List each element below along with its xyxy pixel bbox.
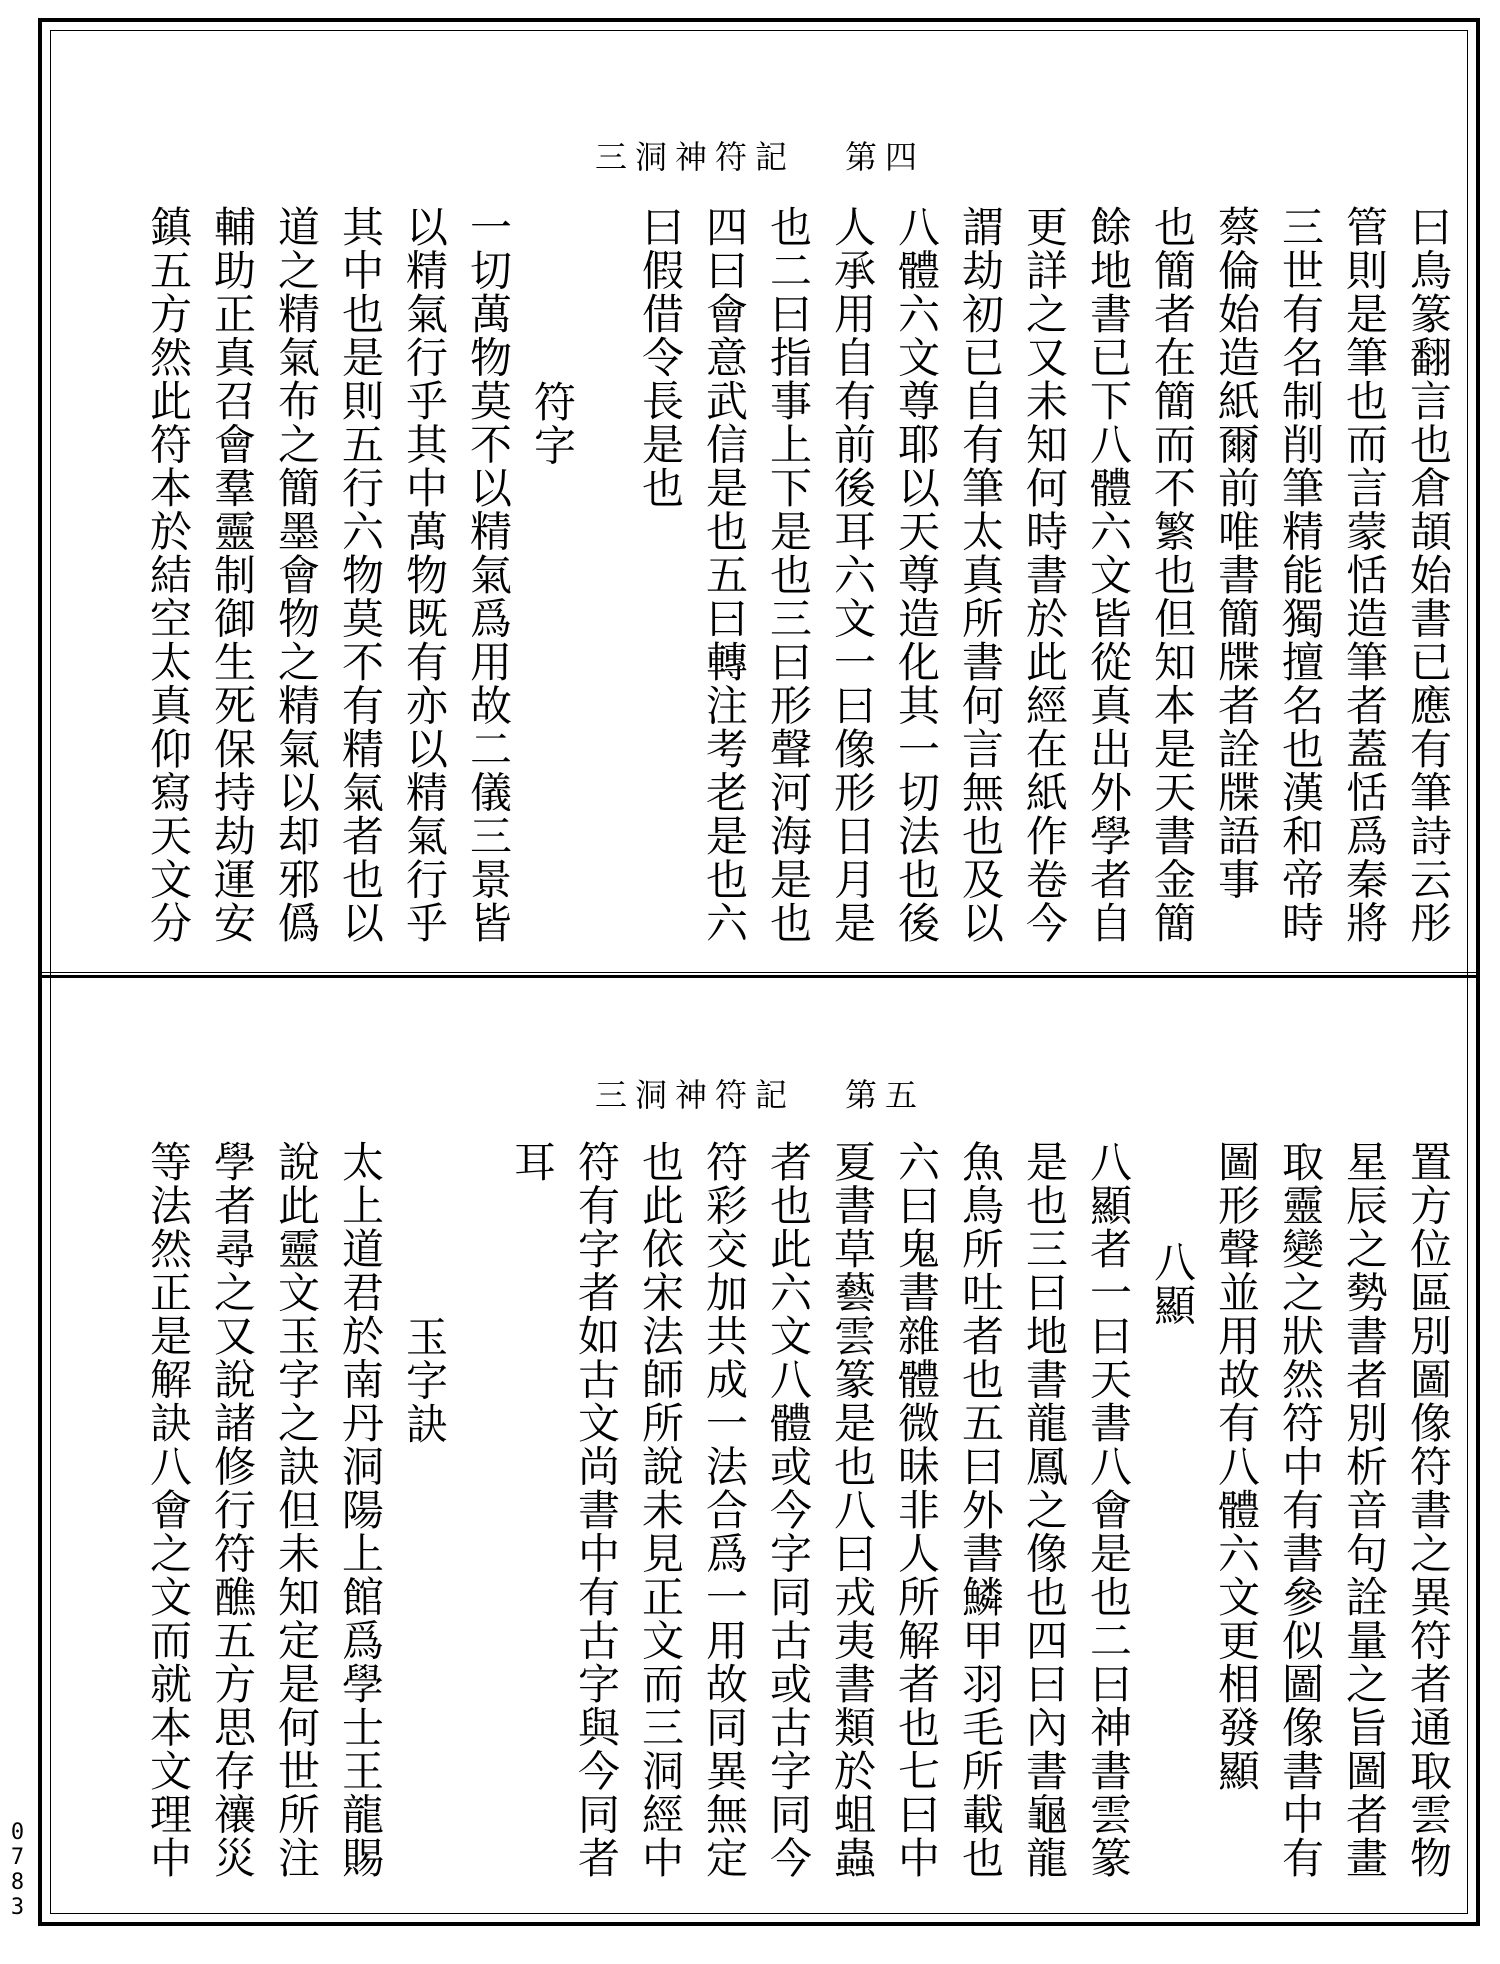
text-column: 六曰鬼書雜體微昧非人所解者也七曰中 — [892, 1140, 941, 1880]
text-column: 八顯者一曰天書八會是也二曰神書雲篆 — [1084, 1140, 1133, 1880]
text-column: 其中也是則五行六物莫不有精氣者也以 — [336, 205, 385, 945]
text-column: 也二曰指事上下是也三曰形聲河海是也 — [764, 205, 813, 945]
text-column: 管則是筆也而言蒙恬造筆者蓋恬爲秦將 — [1340, 205, 1389, 945]
text-column: 更詳之又未知何時書於此經在紙作卷今 — [1020, 205, 1069, 945]
text-column: 學者尋之又說諸修行符醮五方思存禳災 — [208, 1140, 257, 1880]
text-column: 三世有名制削筆精能獨擅名也漢和帝時 — [1276, 205, 1325, 945]
text-column: 符彩交加共成一法合爲一用故同異無定 — [700, 1140, 749, 1880]
bottom-header-title: 三洞神符記 — [594, 1076, 795, 1114]
text-column: 太上道君於南丹洞陽上館爲學士王龍賜 — [336, 1140, 385, 1880]
section-heading: 玉字訣 — [400, 1315, 449, 1446]
text-column: 謂劫初已自有筆太真所書何言無也及以 — [956, 205, 1005, 945]
panel-divider — [38, 972, 1480, 978]
top-text-columns — [60, 205, 1460, 945]
top-panel — [60, 40, 1460, 965]
text-column: 魚鳥所吐者也五曰外書鱗甲羽毛所載也 — [956, 1140, 1005, 1880]
text-column: 取靈變之狀然符中有書參似圖像書中有 — [1276, 1140, 1325, 1880]
text-column-blank — [456, 1140, 500, 1880]
text-column: 蔡倫始造紙爾前唯書簡牒者詮牒語事 — [1212, 205, 1261, 901]
top-header-title: 三洞神符記 — [594, 138, 795, 176]
text-column: 一切萬物莫不以精氣爲用故二儀三景皆 — [464, 205, 513, 945]
text-column: 也此依宋法師所說未見正文而三洞經中 — [636, 1140, 685, 1880]
text-column: 也簡者在簡而不繁也但知本是天書金簡 — [1148, 205, 1197, 945]
margin-page-number — [4, 1820, 30, 1927]
text-column: 符有字者如古文尚書中有古字與今同者 — [572, 1140, 621, 1880]
bottom-header — [60, 1070, 1460, 1116]
text-column: 星辰之勢書者別析音句詮量之旨圖者畫 — [1340, 1140, 1389, 1880]
text-column: 曰假借令長是也 — [636, 205, 685, 510]
text-column: 道之精氣布之簡墨會物之精氣以却邪僞 — [272, 205, 321, 945]
text-column: 者也此六文八體或今字同古或古字同今 — [764, 1140, 813, 1880]
section-heading: 八顯 — [1148, 1240, 1197, 1327]
text-column: 餘地書已下八體六文皆從真出外學者自 — [1084, 205, 1133, 945]
text-column: 以精氣行乎其中萬物既有亦以精氣行乎 — [400, 205, 449, 945]
text-column: 置方位區別圖像符書之異符者通取雲物 — [1404, 1140, 1453, 1880]
bottom-panel — [60, 990, 1460, 1910]
text-column: 是也三曰地書龍鳳之像也四曰內書龜龍 — [1020, 1140, 1069, 1880]
text-column: 說此靈文玉字之訣但未知定是何世所注 — [272, 1140, 321, 1880]
top-header — [60, 132, 1460, 178]
section-heading: 符字 — [528, 380, 577, 467]
text-column: 八體六文尊耶以天尊造化其一切法也後 — [892, 205, 941, 945]
text-column: 曰鳥篆翻言也倉頡始書已應有筆詩云彤 — [1404, 205, 1453, 945]
bottom-text-columns — [60, 1140, 1460, 1880]
bottom-header-page: 第五 — [845, 1076, 926, 1114]
text-column: 圖形聲並用故有八體六文更相發顯 — [1212, 1140, 1261, 1793]
text-column: 鎮五方然此符本於結空太真仰寫天文分 — [144, 205, 193, 945]
text-column-blank — [584, 205, 628, 945]
text-column: 耳 — [508, 1140, 557, 1184]
top-header-page: 第四 — [845, 138, 926, 176]
text-column: 人承用自有前後耳六文一曰像形日月是 — [828, 205, 877, 945]
text-column: 夏書草藝雲篆是也八曰戎夷書類於蛆蟲 — [828, 1140, 877, 1880]
margin-page-number-text: 0783 — [5, 1820, 30, 1920]
text-column: 等法然正是解訣八會之文而就本文理中 — [144, 1140, 193, 1880]
text-column: 四曰會意武信是也五曰轉注考老是也六 — [700, 205, 749, 945]
text-column: 輔助正真召會羣靈制御生死保持劫運安 — [208, 205, 257, 945]
